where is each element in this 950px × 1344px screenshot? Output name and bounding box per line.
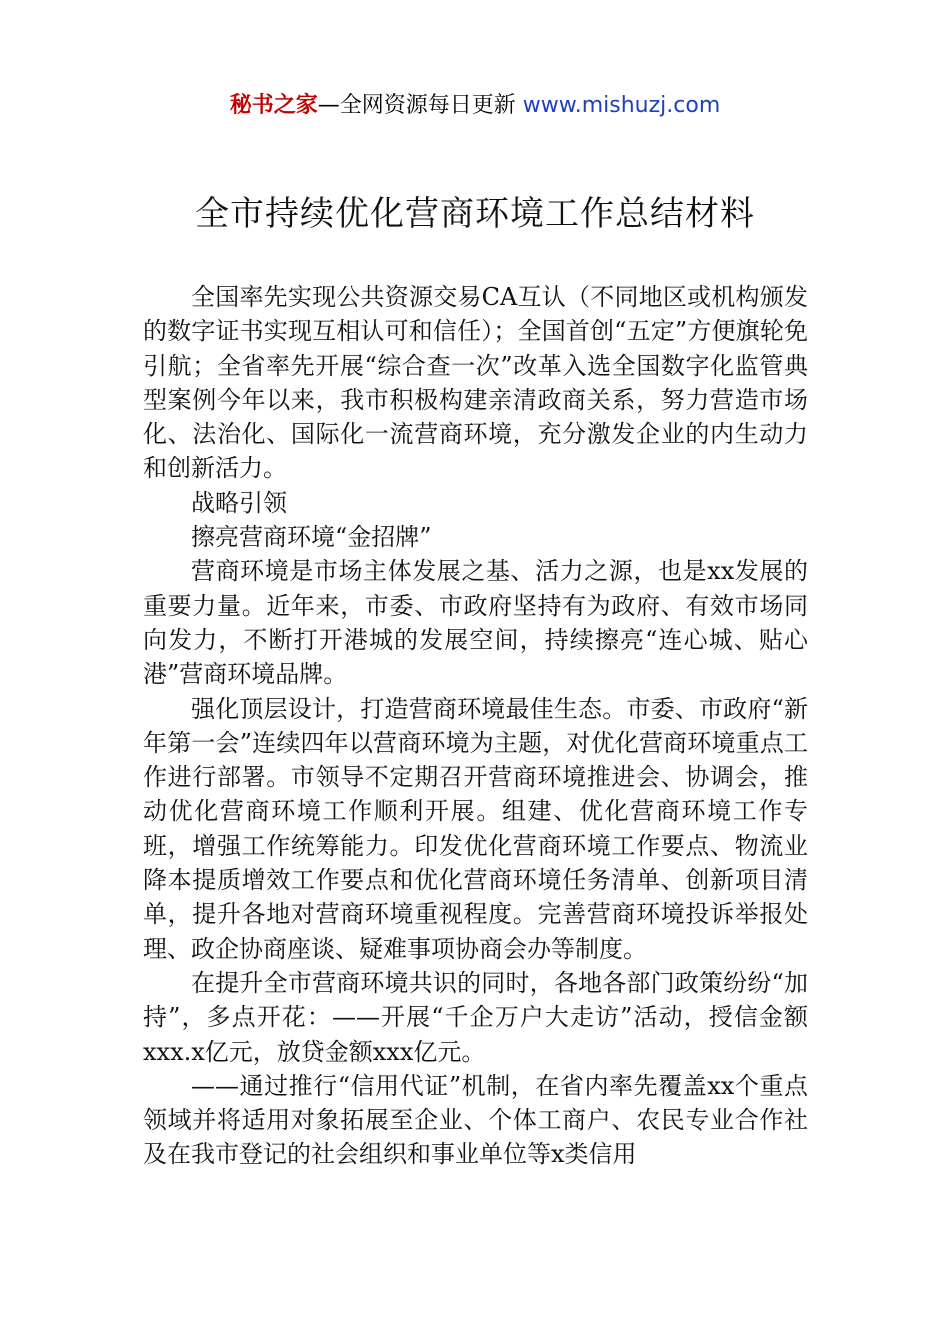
section-heading: 战略引领 <box>191 488 287 517</box>
paragraph: 营商环境是市场主体发展之基、活力之源，也是xx发展的重要力量。近年来，市委、市政府坚持有为政府、有效市场同向发力，不断打开港城的发展空间，持续擦亮“连心城、贴心港”营商环境品牌。 <box>143 557 808 689</box>
paragraph: 强化顶层设计，打造营商环境最佳生态。市委、市政府“新年第一会”连续四年以营商环境为主题，对优化营商环境重点工作进行部署。市领导不定期召开营商环境推进会、协调会，推动优化营商环境工作顺利开展。组建、优化营商环境工作专班，增强工作统筹能力。印发优化营商环境工作要点、物流业降本提质增效工作要点和优化营商环境任务清单、创新项目清单，提升各地对营商环境重视程度。完善营商环境投诉举报处理、政企协商座谈、疑难事项协商会办等制度。 <box>143 694 808 963</box>
site-url-link[interactable]: www.mishuzj.com <box>522 93 721 118</box>
section-subheading: 擦亮营商环境“金招牌” <box>191 523 432 552</box>
document-body <box>143 280 808 1172</box>
paragraph: 在提升全市营商环境共识的同时，各地各部门政策纷纷“加持”，多点开花：——开展“千企万户大走访”活动，授信金额xxx.x亿元，放贷金额xxx亿元。 <box>143 968 808 1066</box>
site-header <box>0 88 950 119</box>
paragraph: ——通过推行“信用代证”机制，在省内率先覆盖xx个重点领域并将适用对象拓展至企业、个体工商户、农民专业合作社及在我市登记的社会组织和事业单位等x类信用 <box>143 1071 808 1169</box>
document-title: 全市持续优化营商环境工作总结材料 <box>195 194 755 234</box>
paragraph-intro: 全国率先实现公共资源交易CA互认（不同地区或机构颁发的数字证书实现互相认可和信任）；全国首创“五定”方便旗轮免引航；全省率先开展“综合查一次”改革入选全国数字化监管典型案例今年以来，我市积极构建亲清政商关系，努力营造市场化、法治化、国际化一流营商环境，充分激发企业的内生动力和创新活力。 <box>143 283 808 483</box>
site-tagline: —全网资源每日更新 <box>317 93 523 118</box>
site-brand: 秘书之家 <box>229 93 318 118</box>
